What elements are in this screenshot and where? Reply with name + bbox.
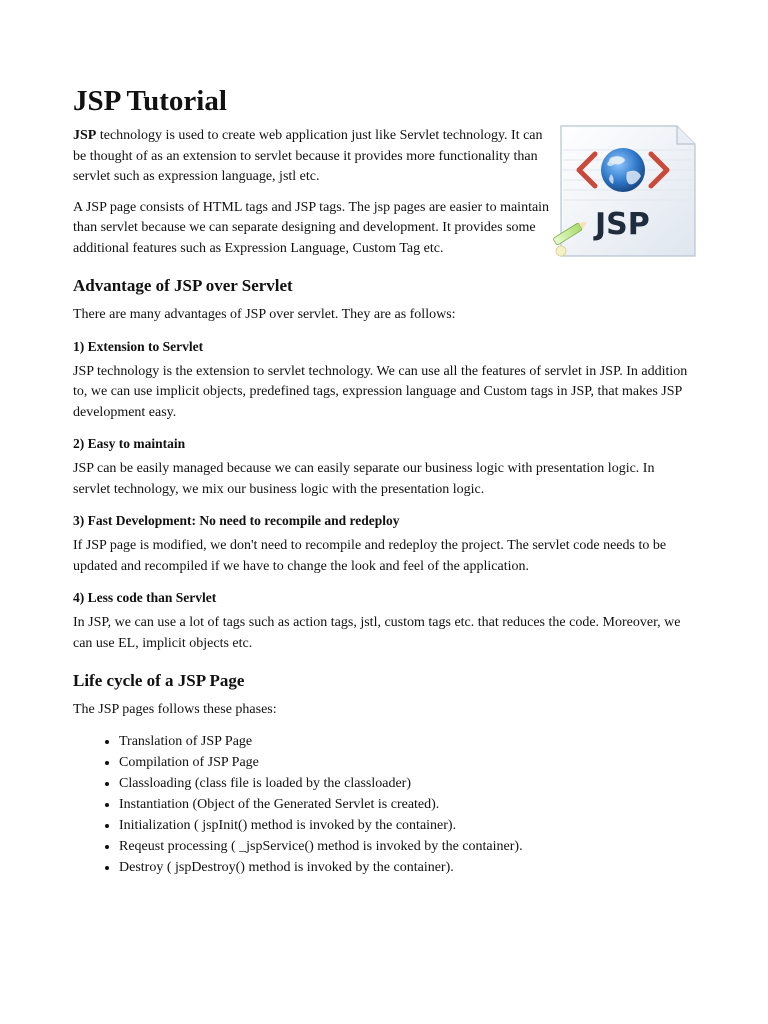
- advantages-heading: Advantage of JSP over Servlet: [73, 276, 293, 295]
- intro-paragraph-2: A JSP page consists of HTML tags and JSP tags. The jsp pages are easier to maintain than servlet because we can separate designing and development. It provides some additional features such as Expression Language, Custom Tag etc.: [73, 199, 550, 256]
- lifecycle-heading: Life cycle of a JSP Page: [73, 671, 245, 690]
- advantage-1-heading: 1) Extension to Servlet: [73, 338, 204, 354]
- page-title: JSP Tutorial: [73, 85, 227, 117]
- advantage-4-heading: 4) Less code than Servlet: [73, 590, 217, 605]
- list-item: • Destroy ( jspDestroy() method is invoked by the container).: [119, 857, 693, 878]
- list-item: • Classloading (class file is loaded by the classloader): [119, 773, 693, 794]
- list-item: • Translation of JSP Page: [119, 731, 693, 752]
- lifecycle-phase-list: [73, 731, 693, 878]
- advantage-1-text: JSP technology is the extension to servlet technology. We can use all the features of servlet in JSP. In addition to, we can use implicit objects, predefined tags, expression language and Custom tags in JSP, that makes JSP development easy.: [73, 363, 688, 420]
- intro-term-jsp: JSP: [73, 128, 97, 143]
- advantage-2-text: JSP can be easily managed because we can easily separate our business logic with presentation logic. In servlet technology, we mix our business logic with the presentation logic.: [73, 461, 655, 497]
- intro-paragraph-1: [73, 126, 553, 188]
- list-item: • Reqeust processing ( _jspService() method is invoked by the container).: [119, 836, 693, 857]
- list-item: • Instantiation (Object of the Generated Servlet is created).: [119, 794, 693, 815]
- advantage-4-text: In JSP, we can use a lot of tags such as action tags, jstl, custom tags etc. that reduces the code. Moreover, we can use EL, implicit objects etc.: [73, 615, 681, 651]
- advantage-3-heading: 3) Fast Development: No need to recompile and redeploy: [73, 513, 400, 528]
- document-body: [73, 84, 693, 878]
- list-item: • Compilation of JSP Page: [119, 752, 693, 773]
- list-item: • Initialization ( jspInit() method is invoked by the container).: [119, 815, 693, 836]
- advantage-3-text: If JSP page is modified, we don't need to recompile and redeploy the project. The servlet code needs to be updated and recompiled if we have to change the look and feel of the application.: [73, 538, 667, 574]
- intro-section: [73, 126, 553, 259]
- svg-text:JSP: JSP: [595, 207, 650, 242]
- intro-paragraph-1-text: technology is used to create web application just like Servlet technology. It can be thought of as an extension to servlet because it provides more functionality than servlet such as expression language, jstl etc.: [73, 128, 543, 184]
- advantage-2-heading: 2) Easy to maintain: [73, 436, 186, 451]
- lifecycle-intro: The JSP pages follows these phases:: [73, 702, 277, 717]
- advantages-intro: There are many advantages of JSP over servlet. They are as follows:: [73, 307, 456, 322]
